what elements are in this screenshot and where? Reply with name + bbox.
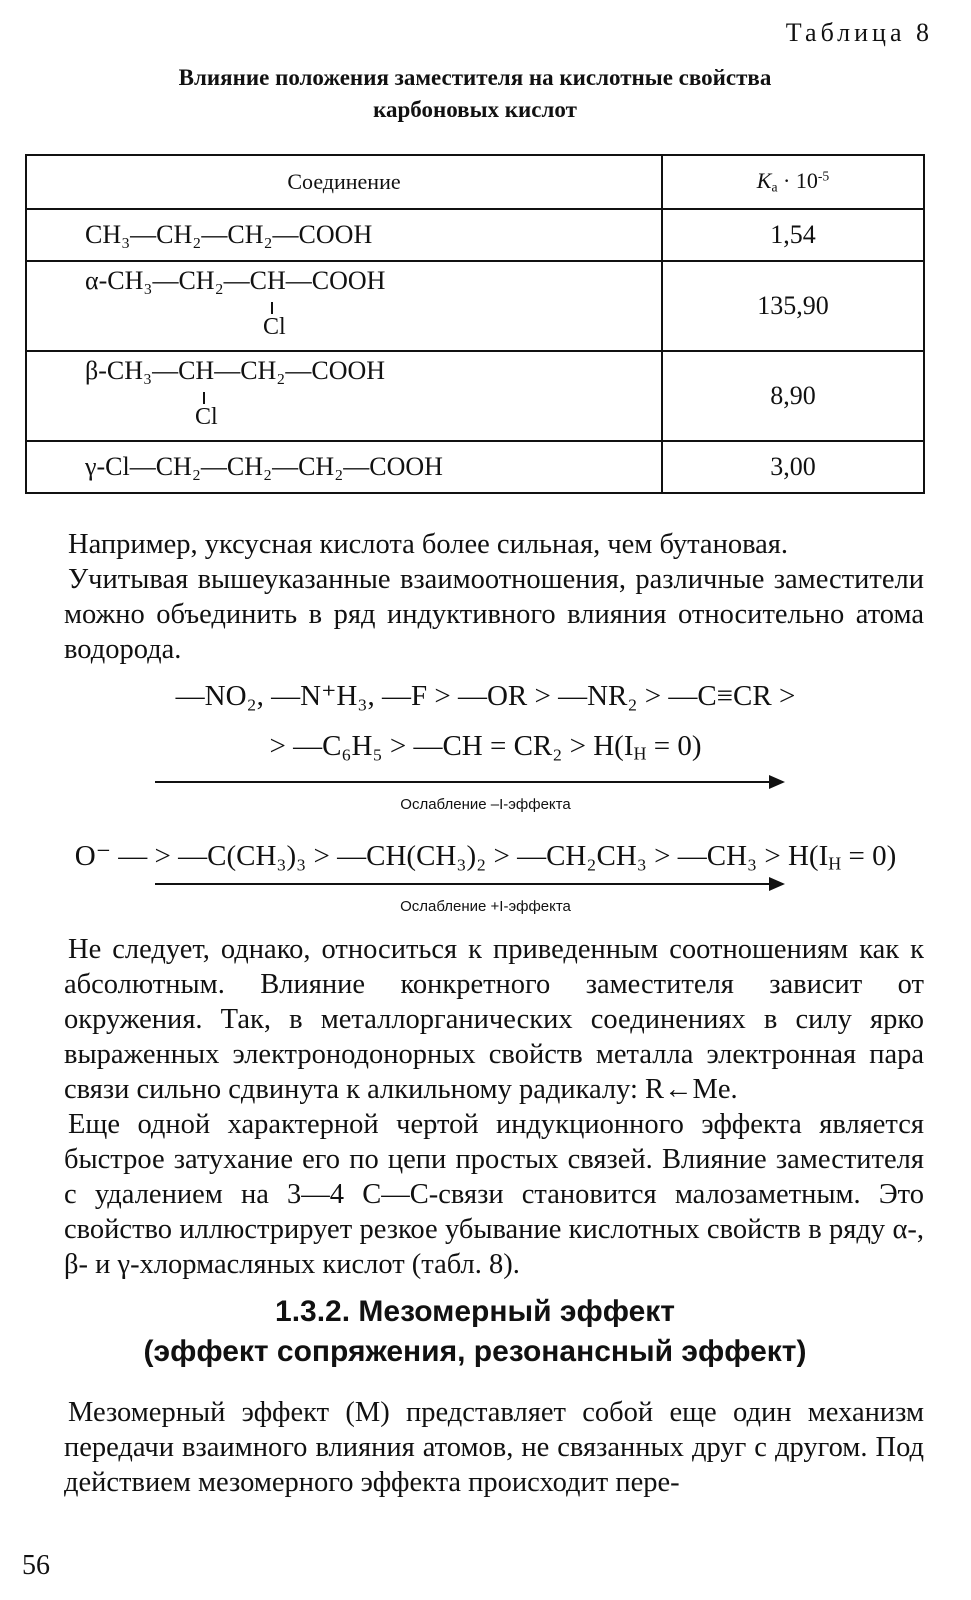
ka-exponent: -5	[817, 168, 830, 184]
substituent-label: Cl	[195, 404, 218, 430]
ka-value: 8,90	[662, 351, 924, 441]
section-heading-line1: 1.3.2. Мезомерный эффект	[275, 1295, 675, 1328]
ka-subscript: a	[771, 179, 778, 195]
inductive-series-line1: —NO₂, —N⁺H₃, —F > —OR > —NR₂ > —C≡CR >	[175, 680, 796, 712]
paragraph: Например, уксусная кислота более сильная, чем бутановая.	[68, 529, 789, 560]
compound-formula: β-CH₃—CH—CH₂—COOH	[85, 356, 386, 385]
page-number: 56	[22, 1550, 50, 1581]
paragraph: Не следует, однако, относиться к приведенным соотношениям как к абсолютным. Влияние конкретного заместителя зависит от окружения. Так, в металлорганических соединениях в силу ярко выраженных электронодонорных свойств металла электронная пара связи сильно сдвинута к алкильному радикалу: R←Me.	[64, 934, 924, 1105]
series-line2-text: > —C₆H₅ > —CH = CR₂ > H(I	[269, 730, 634, 762]
paragraph: Мезомерный эффект (М) представляет собой еще один механизм передачи взаимного влияния атомов, не связанных друг с другом. Под действием мезомерного эффекта происходит пере-	[64, 1397, 924, 1498]
header-compound: Соединение	[26, 155, 662, 209]
section-heading-line2: (эффект сопряжения, резонансный эффект)	[143, 1335, 807, 1368]
table-title-line1: Влияние положения заместителя на кислотные свойства	[178, 65, 772, 90]
inductive-series-line2	[0, 730, 971, 764]
table-header-row	[26, 155, 924, 209]
section-heading	[25, 1292, 925, 1372]
arrow-caption: Ослабление –I-эффекта	[400, 796, 571, 813]
ka-symbol: K	[756, 168, 772, 194]
substituent-bond	[271, 302, 273, 314]
series-line3-text: O⁻ — > —C(CH₃)₃ > —CH(CH₃)₂ > —CH₂CH₃ > —CH₃ > H(I	[74, 840, 829, 872]
ka-value: 135,90	[662, 261, 924, 351]
compound-formula: γ-Cl—CH₂—CH₂—CH₂—COOH	[26, 441, 662, 493]
table-row	[26, 441, 924, 493]
paragraph: Учитывая вышеуказанные взаимоотношения, различные заместители можно объединить в ряд индуктивного влияния относительно атома водорода.	[64, 564, 924, 665]
series-line2-end: = 0)	[646, 730, 702, 762]
table-title-line2: карбоновых кислот	[373, 97, 577, 122]
table-title	[25, 62, 925, 126]
series-line3-end: = 0)	[841, 840, 897, 872]
header-ka	[662, 155, 924, 209]
table-row	[26, 261, 924, 351]
acidity-table	[25, 154, 925, 494]
ka-value: 1,54	[662, 209, 924, 261]
table-row	[26, 351, 924, 441]
ka-rest: · 10	[777, 168, 818, 194]
table-row	[26, 209, 924, 261]
arrow-right-icon	[155, 883, 783, 885]
substituent-bond	[203, 392, 205, 404]
compound-formula: CH₃—CH₂—CH₂—COOH	[26, 209, 662, 261]
compound-cell	[26, 261, 662, 351]
arrow-right-icon	[155, 781, 783, 783]
series-line3-sub: H	[828, 853, 842, 874]
compound-formula: α-CH₃—CH₂—CH—COOH	[85, 266, 386, 295]
substituent-label: Cl	[263, 314, 286, 340]
ka-value: 3,00	[662, 441, 924, 493]
series-line2-sub: H	[633, 743, 647, 764]
compound-cell	[26, 351, 662, 441]
table-label: Таблица 8	[785, 18, 933, 47]
paragraph: Еще одной характерной чертой индукционного эффекта является быстрое затухание его по цепи простых связей. Влияние заместителя с удалением на 3—4 С—С-связи становится малозаметным. Это свойство иллюстрирует резкое убывание кислотных свойств в ряду α-, β- и γ-хлормасляных кислот (табл. 8).	[64, 1109, 924, 1280]
arrow-caption: Ослабление +I-эффекта	[400, 898, 571, 915]
inductive-series-line3	[0, 838, 971, 874]
